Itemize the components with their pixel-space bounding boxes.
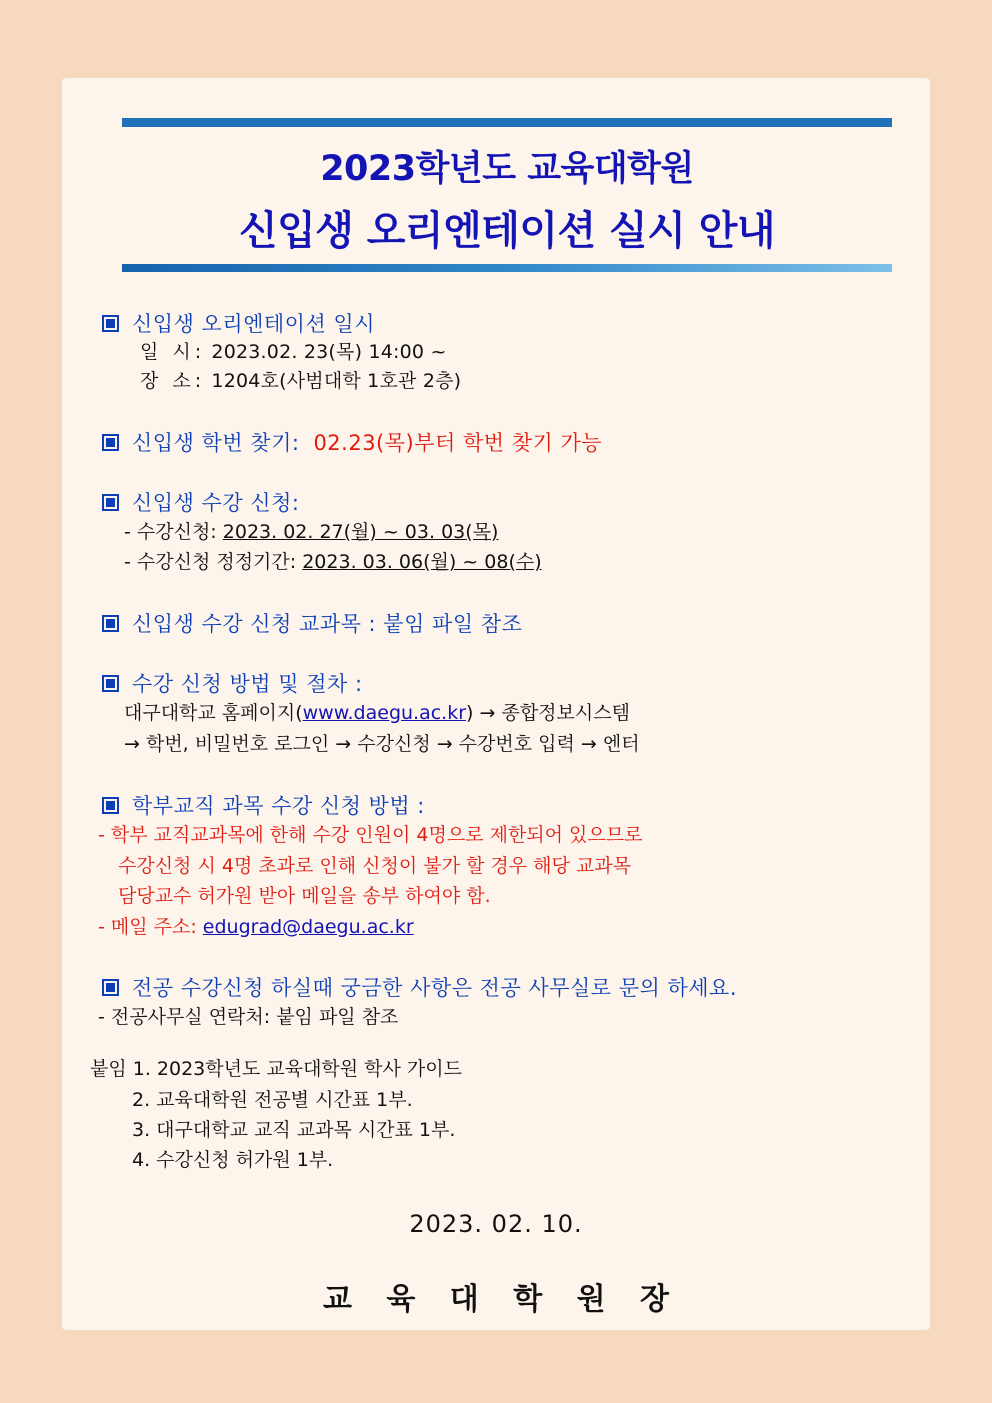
square-bullet-icon bbox=[102, 615, 119, 632]
section-inquiry bbox=[62, 972, 930, 1032]
edugrad-email-link[interactable]: edugrad@daegu.ac.kr bbox=[202, 915, 414, 938]
document-signer: 교 육 대 학 원 장 bbox=[322, 1281, 682, 1317]
title-line-1: 2023학년도 교육대학원 bbox=[320, 149, 694, 189]
section-student-id bbox=[62, 427, 930, 457]
procedure-line-1-suffix: ) → 종합정보시스템 bbox=[466, 701, 630, 724]
procedure-line-1-prefix: 대구대학교 홈페이지( bbox=[124, 701, 303, 724]
document-page bbox=[62, 78, 930, 1330]
title-line-2: 신입생 오리엔테이션 실시 안내 bbox=[238, 208, 776, 254]
document-body bbox=[62, 308, 930, 1318]
teaching-course-note-2-text: 수강신청 시 4명 초과로 인해 신청이 불가 할 경우 해당 교과목 bbox=[118, 854, 631, 877]
orientation-date-label: 일 시: bbox=[140, 341, 206, 363]
document-inner bbox=[62, 78, 930, 1330]
teaching-course-note-3 bbox=[98, 881, 930, 911]
inquiry-heading-row bbox=[102, 972, 930, 1002]
procedure-line-2: → 학번, 비밀번호 로그인 → 수강신청 → 수강번호 입력 → 엔터 bbox=[124, 733, 640, 755]
inquiry-heading: 전공 수강신청 하실때 궁금한 사항은 전공 사무실로 문의 하세요. bbox=[132, 975, 738, 1000]
attachment-line-2 bbox=[90, 1085, 930, 1115]
course-reg-line-2 bbox=[124, 547, 930, 577]
course-reg-heading: 신입생 수강 신청: bbox=[132, 490, 300, 515]
teaching-course-heading: 학부교직 과목 수강 신청 방법 : bbox=[132, 794, 425, 819]
student-id-heading-row bbox=[102, 427, 930, 457]
attachment-line-3 bbox=[90, 1115, 930, 1145]
inquiry-line: - 전공사무실 연락처: 붙임 파일 참조 bbox=[98, 1005, 399, 1028]
orientation-date-row bbox=[140, 338, 930, 367]
subjects-heading: 신입생 수강 신청 교과목 : 붙임 파일 참조 bbox=[132, 611, 523, 636]
section-procedure bbox=[62, 668, 930, 761]
attachment-line-2-text: 2. 교육대학원 전공별 시간표 1부. bbox=[132, 1088, 413, 1111]
teaching-course-note-3-text: 담당교수 허가원 받아 메일을 송부 하여야 함. bbox=[118, 885, 491, 908]
title-block bbox=[122, 118, 892, 272]
procedure-line-1 bbox=[124, 698, 930, 729]
square-bullet-icon bbox=[102, 494, 119, 511]
course-reg-line-1 bbox=[124, 517, 930, 547]
teaching-course-heading-row bbox=[102, 790, 930, 820]
course-reg-line-1-label: - 수강신청: bbox=[124, 520, 223, 543]
section-subjects bbox=[62, 608, 930, 638]
attachment-line-4-text: 4. 수강신청 허가원 1부. bbox=[132, 1149, 334, 1172]
document-date: 2023. 02. 10. bbox=[409, 1209, 583, 1238]
orientation-place-row bbox=[140, 367, 930, 396]
teaching-course-note-1: - 학부 교직교과목에 한해 수강 인원이 4명으로 제한되어 있으므로 bbox=[98, 824, 643, 847]
course-reg-line-2-label: - 수강신청 정정기간: bbox=[124, 551, 303, 574]
orientation-place-value: 1204호(사범대학 1호관 2층) bbox=[211, 370, 462, 393]
section-teaching-course bbox=[62, 790, 930, 942]
teaching-course-note-2 bbox=[98, 851, 930, 881]
daegu-homepage-link[interactable]: www.daegu.ac.kr bbox=[302, 701, 467, 724]
procedure-heading-row bbox=[102, 668, 930, 698]
student-id-heading-note: 02.23(목)부터 학번 찾기 가능 bbox=[313, 430, 603, 455]
orientation-heading: 신입생 오리엔테이션 일시 bbox=[132, 312, 375, 336]
title-rule-bottom bbox=[122, 264, 892, 272]
attachment-line-4 bbox=[90, 1145, 930, 1175]
orientation-date-value: 2023.02. 23(목) 14:00 ~ bbox=[211, 341, 447, 363]
orientation-place-label: 장 소: bbox=[140, 370, 206, 393]
attachment-line-1: 붙임 1. 2023학년도 교육대학원 학사 가이드 bbox=[90, 1058, 462, 1081]
square-bullet-icon bbox=[102, 797, 119, 814]
title-rule-top bbox=[122, 118, 892, 127]
course-reg-line-2-value: 2023. 03. 06(월) ~ 08(수) bbox=[302, 551, 542, 574]
square-bullet-icon bbox=[102, 979, 119, 996]
subjects-heading-row bbox=[102, 608, 930, 638]
teaching-course-mail-row bbox=[98, 912, 930, 942]
orientation-heading-row bbox=[102, 308, 930, 338]
square-bullet-icon bbox=[102, 434, 119, 451]
section-attachments bbox=[62, 1054, 930, 1176]
course-reg-line-1-value: 2023. 02. 27(월) ~ 03. 03(목) bbox=[222, 520, 499, 543]
student-id-heading: 신입생 학번 찾기: bbox=[132, 430, 300, 455]
square-bullet-icon bbox=[102, 315, 119, 332]
course-reg-heading-row bbox=[102, 487, 930, 517]
section-orientation bbox=[62, 308, 930, 397]
attachment-line-3-text: 3. 대구대학교 교직 교과목 시간표 1부. bbox=[132, 1119, 456, 1142]
procedure-heading: 수강 신청 방법 및 절차 : bbox=[132, 671, 363, 696]
section-course-registration bbox=[62, 487, 930, 578]
square-bullet-icon bbox=[102, 675, 119, 692]
teaching-course-mail-label: - 메일 주소: bbox=[98, 915, 203, 938]
